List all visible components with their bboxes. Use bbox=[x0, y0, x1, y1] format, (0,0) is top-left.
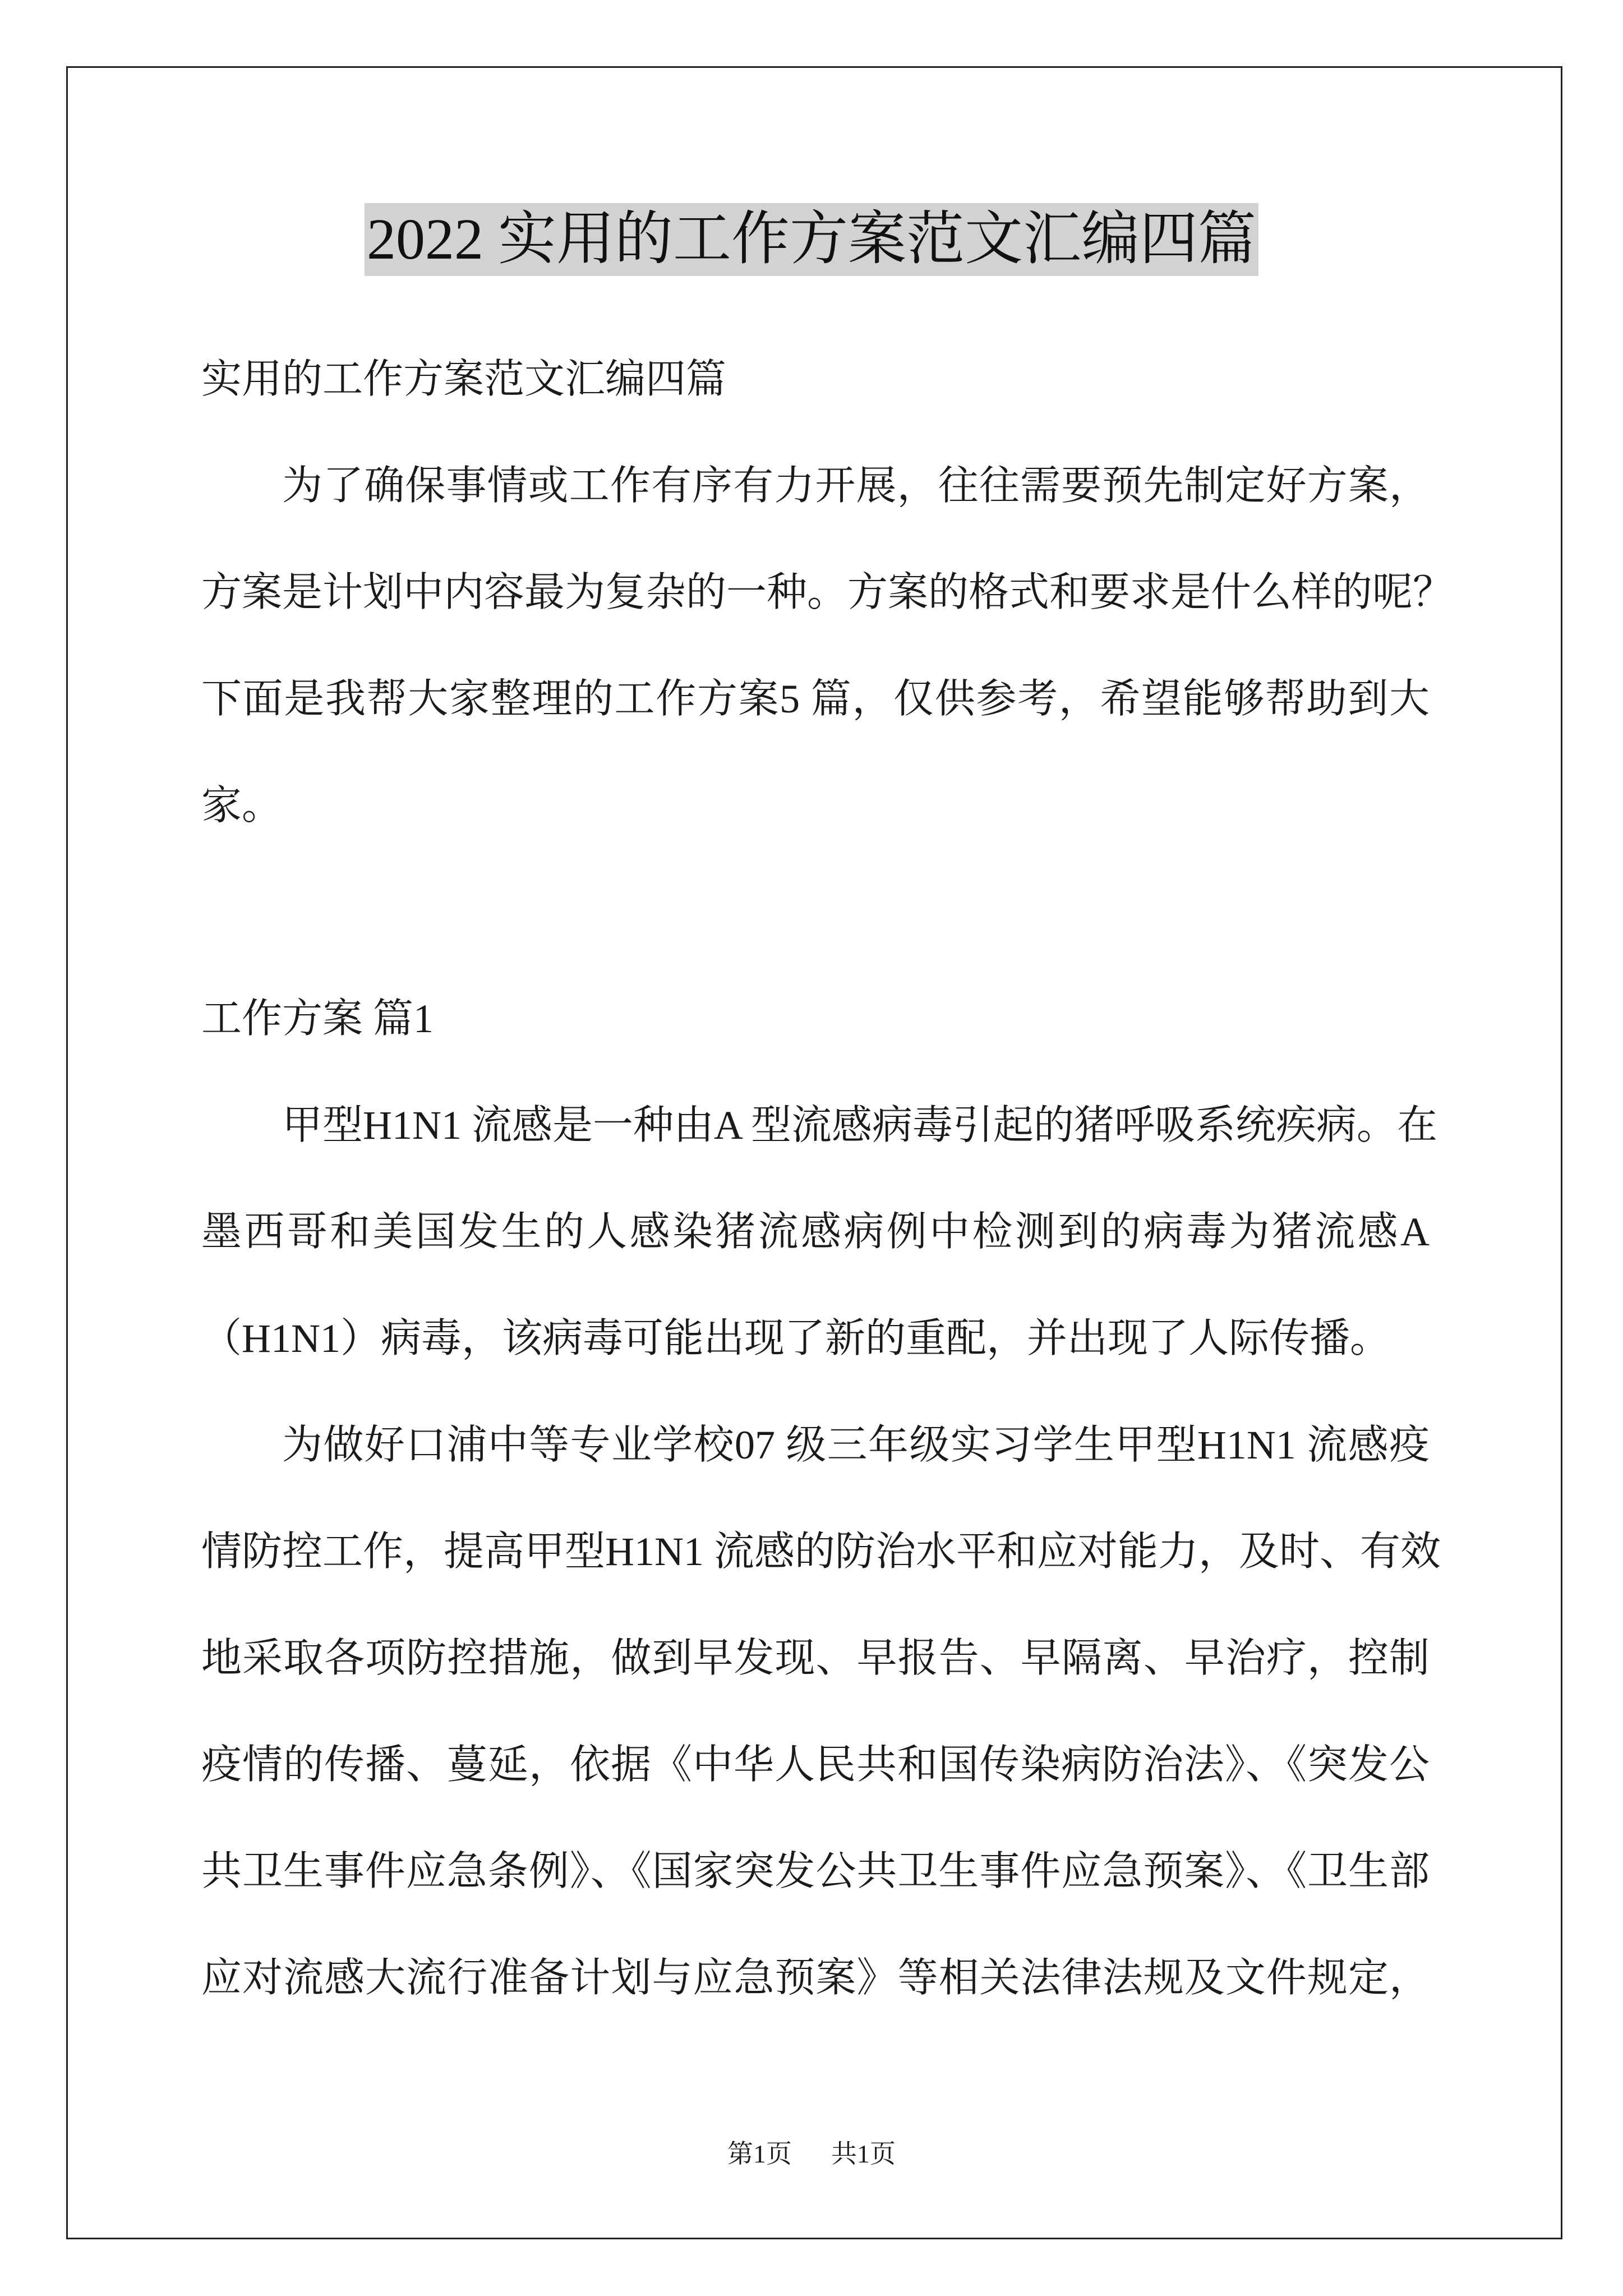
paragraph-line: 为做好口浦中等专业学校07 级三年级实习学生甲型H1N1 流感疫 bbox=[282, 1423, 1430, 1467]
document-title-block bbox=[0, 203, 1623, 276]
document-subtitle: 实用的工作方案范文汇编四篇 bbox=[201, 357, 727, 402]
paragraph-line: 家。 bbox=[201, 783, 283, 828]
paragraph-line: 墨西哥和美国发生的人感染猪流感病例中检测到的病毒为猪流感A bbox=[201, 1209, 1430, 1254]
paragraph-line: 应对流感大流行准备计划与应急预案》等相关法律法规及文件规定， bbox=[201, 1955, 1430, 2000]
blank-line bbox=[201, 859, 1491, 965]
paragraph-line: 共卫生事件应急条例》、《国家突发公共卫生事件应急预案》、《卫生部 bbox=[201, 1849, 1430, 1894]
footer-total-pages: 共1页 bbox=[831, 2139, 896, 2168]
intro-paragraph bbox=[201, 432, 1491, 859]
page-footer bbox=[0, 2138, 1623, 2170]
document-title: 2022 实用的工作方案范文汇编四篇 bbox=[365, 203, 1258, 276]
paragraph-line: （H1N1）病毒，该病毒可能出现了新的重配，并出现了人际传播。 bbox=[201, 1316, 1390, 1361]
body-paragraph bbox=[201, 1072, 1491, 1392]
document-body bbox=[201, 326, 1491, 2031]
paragraph-line: 情防控工作，提高甲型H1N1 流感的防治水平和应对能力，及时、有效 bbox=[201, 1529, 1441, 1574]
paragraph-line: 地采取各项防控措施，做到早发现、早报告、早隔离、早治疗，控制 bbox=[201, 1636, 1430, 1681]
paragraph-line: 疫情的传播、蔓延，依据《中华人民共和国传染病防治法》、《突发公 bbox=[201, 1742, 1430, 1787]
section-heading: 工作方案 篇1 bbox=[201, 996, 434, 1041]
paragraph-line: 方案是计划中内容最为复杂的一种。方案的格式和要求是什么样的呢？ bbox=[201, 570, 1454, 615]
body-paragraph bbox=[201, 1392, 1491, 2031]
paragraph-line: 甲型H1N1 流感是一种由A 型流感病毒引起的猪呼吸系统疾病。在 bbox=[282, 1103, 1438, 1148]
footer-page-number: 第1页 bbox=[727, 2139, 792, 2168]
paragraph-line: 下面是我帮大家整理的工作方案5 篇，仅供参考，希望能够帮助到大 bbox=[201, 677, 1430, 721]
paragraph-line: 为了确保事情或工作有序有力开展，往往需要预先制定好方案， bbox=[282, 463, 1430, 508]
